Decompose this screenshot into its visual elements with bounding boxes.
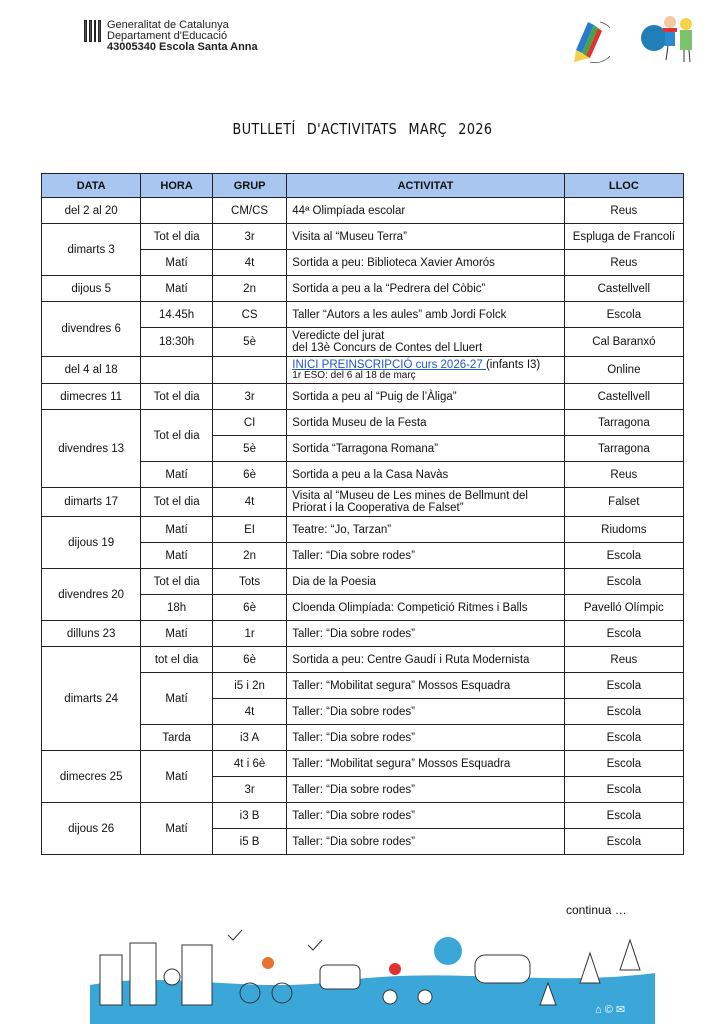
activity-text: Sortida “Tarragona Romana” <box>292 442 439 455</box>
activity-text: Visita al “Museu Terra” <box>292 230 407 243</box>
column-header: LLOC <box>564 174 683 198</box>
time-cell: 18:30h <box>141 328 213 357</box>
activity-text: Taller: “Mobilitat segura” Mossos Esquadra <box>292 757 511 770</box>
group-cell: i3 B <box>212 803 286 829</box>
location-cell: Castellvell <box>564 384 683 410</box>
table-row <box>42 302 684 328</box>
table-row <box>42 751 684 777</box>
location-cell: Escola <box>564 699 683 725</box>
group-cell: 4t <box>212 699 286 725</box>
group-cell: 6è <box>212 595 286 621</box>
activity-text: Taller: “Dia sobre rodes” <box>292 627 415 640</box>
activity-text: Veredicte del jurat <box>292 330 385 342</box>
time-cell: 18h <box>141 595 213 621</box>
location-cell: Reus <box>564 647 683 673</box>
activity-cell <box>287 276 564 302</box>
school-children-logo-icon <box>638 12 702 66</box>
activity-cell <box>287 673 564 699</box>
location-cell: Reus <box>564 198 683 224</box>
location-cell: Escola <box>564 803 683 829</box>
time-cell: Tot el dia <box>141 410 213 462</box>
activity-text: (infants I3) <box>485 359 541 371</box>
group-cell <box>212 357 286 384</box>
activity-cell <box>287 384 564 410</box>
table-row <box>42 569 684 595</box>
table-row <box>42 803 684 829</box>
location-cell: Escola <box>564 673 683 699</box>
group-cell: 1r <box>212 621 286 647</box>
activity-text-line2: del 13è Concurs de Contes del Lluert <box>292 342 483 354</box>
time-cell: Tot el dia <box>141 569 213 595</box>
date-cell: dimarts 3 <box>42 224 141 276</box>
group-cell: 3r <box>212 777 286 803</box>
group-cell: 3r <box>212 384 286 410</box>
date-cell: divendres 6 <box>42 302 141 357</box>
date-cell: dijous 26 <box>42 803 141 855</box>
location-cell: Reus <box>564 462 683 488</box>
location-cell: Pavelló Olímpic <box>564 595 683 621</box>
time-cell: Tot el dia <box>141 224 213 250</box>
group-cell: CM/CS <box>212 198 286 224</box>
location-cell: Escola <box>564 725 683 751</box>
activity-text: Teatre: “Jo, Tarzan” <box>292 523 392 536</box>
group-cell: 4t i 6è <box>212 751 286 777</box>
time-cell: tot el dia <box>141 647 213 673</box>
column-header: HORA <box>141 174 213 198</box>
group-cell: i3 A <box>212 725 286 751</box>
column-header: ACTIVITAT <box>287 174 564 198</box>
group-cell: Tots <box>212 569 286 595</box>
activity-cell <box>287 517 564 543</box>
group-cell: 4t <box>212 250 286 276</box>
table-row <box>42 198 684 224</box>
activity-text: Taller: “Dia sobre rodes” <box>292 731 415 744</box>
activities-table <box>41 173 684 855</box>
date-cell: dijous 19 <box>42 517 141 569</box>
group-cell: 6è <box>212 647 286 673</box>
table-row <box>42 276 684 302</box>
group-cell: 2n <box>212 543 286 569</box>
date-cell: divendres 20 <box>42 569 141 621</box>
table-row <box>42 517 684 543</box>
sun-icon <box>434 937 462 965</box>
time-cell: Matí <box>141 751 213 803</box>
date-cell: divendres 13 <box>42 410 141 488</box>
location-cell: Espluga de Francolí <box>564 224 683 250</box>
page-title: BUTLLETÍ D'ACTIVITATS MARÇ 2026 <box>232 120 493 138</box>
org-line-2: Departament d'Educació <box>107 30 228 42</box>
activity-cell <box>287 302 564 328</box>
table-row <box>42 647 684 673</box>
group-cell: CS <box>212 302 286 328</box>
activity-text: Taller: “Dia sobre rodes” <box>292 705 415 718</box>
activity-cell <box>287 595 564 621</box>
group-cell: CI <box>212 410 286 436</box>
table-header-row <box>42 174 684 198</box>
activity-text: Sortida a peu: Biblioteca Xavier Amorós <box>292 256 495 269</box>
group-cell: EI <box>212 517 286 543</box>
group-cell: 2n <box>212 276 286 302</box>
table-row <box>42 410 684 436</box>
check-icon <box>308 940 322 950</box>
tree-icon <box>164 969 180 985</box>
time-cell: Tot el dia <box>141 488 213 517</box>
activity-cell <box>287 777 564 803</box>
group-cell: 6è <box>212 462 286 488</box>
location-cell: Riudoms <box>564 517 683 543</box>
time-cell: Matí <box>141 517 213 543</box>
time-cell <box>141 357 213 384</box>
activity-text: Taller “Autors a les aules” amb Jordi Folck <box>292 308 507 321</box>
activity-cell <box>287 436 564 462</box>
time-cell: 14.45h <box>141 302 213 328</box>
group-cell: 4t <box>212 488 286 517</box>
preinscription-link[interactable]: INICI PREINSCRIPCIÓ curs 2026-27 <box>292 359 486 371</box>
date-cell: dimarts 24 <box>42 647 141 751</box>
van-icon <box>475 955 530 983</box>
location-cell: Escola <box>564 777 683 803</box>
activity-cell <box>287 803 564 829</box>
group-cell: 5è <box>212 328 286 357</box>
table-row <box>42 488 684 517</box>
table-row <box>42 384 684 410</box>
location-cell: Escola <box>564 621 683 647</box>
location-cell: Tarragona <box>564 410 683 436</box>
table-row <box>42 357 684 384</box>
column-header: GRUP <box>212 174 286 198</box>
activity-cell <box>287 410 564 436</box>
location-cell: Online <box>564 357 683 384</box>
activity-text: Taller: “Dia sobre rodes” <box>292 809 415 822</box>
date-cell: del 2 al 20 <box>42 198 141 224</box>
activity-cell <box>287 621 564 647</box>
location-cell: Falset <box>564 488 683 517</box>
date-cell: dijous 5 <box>42 276 141 302</box>
activity-cell <box>287 488 564 517</box>
group-cell: 5è <box>212 436 286 462</box>
activity-text: Sortida a peu al “Puig de l’Àliga” <box>292 390 457 403</box>
activity-text: Dia de la Poesia <box>292 575 377 588</box>
activity-text: Taller: “Dia sobre rodes” <box>292 549 415 562</box>
date-cell: dimarts 17 <box>42 488 141 517</box>
date-cell: dimecres 11 <box>42 384 141 410</box>
group-cell: 3r <box>212 224 286 250</box>
location-cell: Escola <box>564 302 683 328</box>
activity-cell <box>287 725 564 751</box>
activity-text: Sortida a peu a la Casa Navàs <box>292 468 449 481</box>
location-cell: Reus <box>564 250 683 276</box>
time-cell: Matí <box>141 250 213 276</box>
date-cell: dimecres 25 <box>42 751 141 803</box>
location-cell: Cal Baranxó <box>564 328 683 357</box>
activity-cell <box>287 647 564 673</box>
location-cell: Escola <box>564 751 683 777</box>
date-cell: del 4 al 18 <box>42 357 141 384</box>
activity-text: Taller: “Dia sobre rodes” <box>292 783 415 796</box>
activity-subtext: 1r ESO: del 6 al 18 de març <box>292 370 416 381</box>
activity-text: Taller: “Mobilitat segura” Mossos Esquadra <box>292 679 511 692</box>
activity-text-line2: Priorat i la Cooperativa de Falset” <box>292 502 464 514</box>
time-cell <box>141 198 213 224</box>
activity-text: Cloenda Olimpíada: Competició Ritmes i Balls <box>292 601 528 614</box>
activity-cell <box>287 198 564 224</box>
time-cell: Matí <box>141 462 213 488</box>
generalitat-logo-icon <box>84 20 101 42</box>
time-cell: Tot el dia <box>141 384 213 410</box>
time-cell: Matí <box>141 621 213 647</box>
time-cell: Matí <box>141 543 213 569</box>
table-row <box>42 224 684 250</box>
activity-cell <box>287 328 564 357</box>
location-cell: Escola <box>564 829 683 855</box>
activity-cell <box>287 250 564 276</box>
location-cell: Tarragona <box>564 436 683 462</box>
group-cell: i5 i 2n <box>212 673 286 699</box>
car-icon <box>320 965 360 989</box>
location-cell: Escola <box>564 543 683 569</box>
location-cell: Castellvell <box>564 276 683 302</box>
date-cell: dilluns 23 <box>42 621 141 647</box>
table-body <box>42 198 684 855</box>
time-cell: Tarda <box>141 725 213 751</box>
group-cell: i5 B <box>212 829 286 855</box>
activity-text: Visita al “Museu de Les mines de Bellmunt del <box>292 490 528 502</box>
activity-text: Sortida Museu de la Festa <box>292 416 427 429</box>
activity-cell <box>287 357 564 384</box>
time-cell: Matí <box>141 673 213 725</box>
activity-cell <box>287 699 564 725</box>
time-cell: Matí <box>141 276 213 302</box>
pencil-logo-icon <box>570 16 610 64</box>
footer-illustration <box>90 925 655 1024</box>
activity-text: Sortida a peu: Centre Gaudí i Ruta Modernista <box>292 653 530 666</box>
activity-cell <box>287 462 564 488</box>
institution-header <box>84 20 258 53</box>
activity-text: Taller: “Dia sobre rodes” <box>292 835 415 848</box>
org-line-1: Generalitat de Catalunya <box>107 19 229 31</box>
home-email-icons: ⌂ © ✉ <box>595 1004 626 1016</box>
activity-cell <box>287 224 564 250</box>
activity-cell <box>287 543 564 569</box>
location-cell: Escola <box>564 569 683 595</box>
school-name: 43005340 Escola Santa Anna <box>107 41 258 53</box>
activity-text: 44ª Olimpíada escolar <box>292 204 406 217</box>
activity-cell <box>287 569 564 595</box>
check-icon <box>228 930 242 940</box>
time-cell: Matí <box>141 803 213 855</box>
continua-label: continua … <box>566 903 627 917</box>
column-header: DATA <box>42 174 141 198</box>
table-row <box>42 621 684 647</box>
activity-text: Sortida a peu a la “Pedrera del Còbic” <box>292 282 486 295</box>
activity-cell <box>287 751 564 777</box>
activity-cell <box>287 829 564 855</box>
